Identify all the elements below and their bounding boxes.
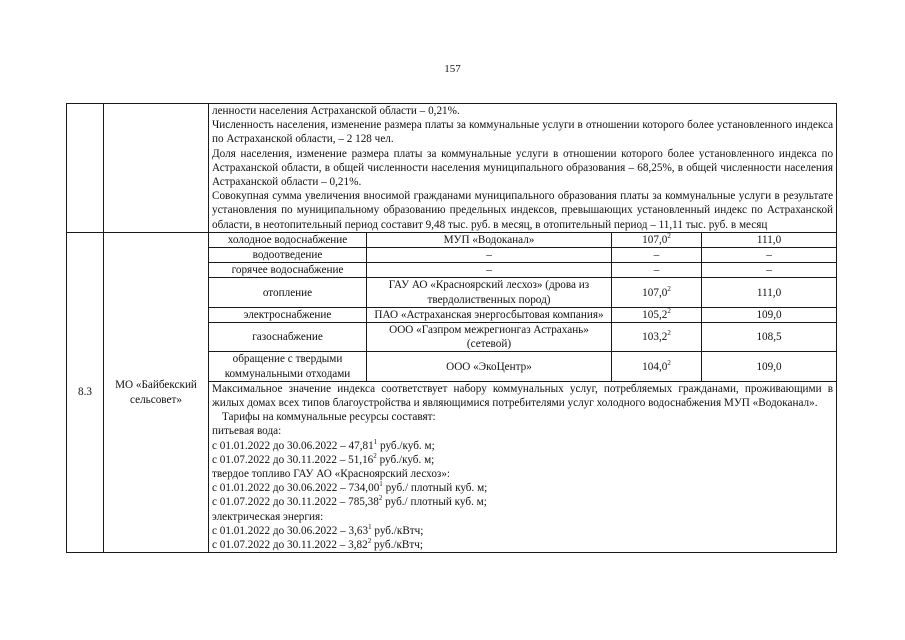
tariff-unit: руб./ плотный куб. м;	[382, 482, 488, 495]
index-value: 104,0	[642, 360, 668, 373]
tariff-footnote: 2	[367, 537, 372, 546]
index-value: 107,0	[642, 286, 668, 299]
index-table	[66, 103, 837, 553]
tariffs-heading: Тарифы на коммунальные ресурсы составят:	[222, 411, 436, 424]
tariff-line	[212, 439, 833, 453]
tariff-line	[212, 453, 833, 467]
tariff-unit: руб./куб. м;	[377, 439, 435, 452]
tariff-line	[212, 524, 833, 538]
tariff-footnote: 2	[373, 451, 377, 460]
tariff-text: с 01.07.2022 до 30.11.2022 – 785,38	[212, 496, 379, 509]
service-limit: –	[702, 248, 837, 263]
index-value: –	[653, 264, 660, 277]
index-value: 103,2	[642, 331, 668, 344]
tariff-text: с 01.07.2022 до 30.11.2022 – 51,16	[212, 453, 374, 466]
service-limit: 111,0	[702, 232, 837, 247]
service-provider: ГАУ АО «Красноярский лесхоз» (дрова из твердолиственных пород)	[367, 278, 612, 307]
index-value: 105,2	[642, 308, 668, 321]
continuation-row	[67, 104, 837, 233]
tariff-unit: руб./куб. м;	[376, 453, 435, 466]
tariff-unit: руб./ плотный куб. м;	[382, 496, 487, 509]
continuation-text-cell	[209, 104, 837, 233]
service-index	[612, 263, 702, 278]
tariff-text: с 01.01.2022 до 30.06.2022 – 734,00	[212, 482, 380, 495]
service-index	[612, 248, 702, 263]
service-provider: ООО «Газпром межрегионгаз Астрахань» (сетевой)	[367, 323, 612, 352]
index-value: 107,0	[642, 233, 668, 246]
service-index	[612, 323, 702, 352]
service-index	[612, 278, 702, 307]
tariff-unit: руб./кВтч;	[371, 524, 424, 537]
tariff-text: с 01.01.2022 до 30.06.2022 – 3,63	[212, 524, 369, 537]
service-provider: ООО «ЭкоЦентр»	[367, 352, 612, 381]
details-intro: Максимальное значение индекса соответствует набору коммунальных услуг, потребляемых гражданами, проживающими в жилых домах всех типов благоустройства и являющимися потребителями услуг холодного водоснабжения МУП «Водоканал».	[212, 382, 834, 410]
service-index	[612, 232, 702, 247]
service-provider: ПАО «Астраханская энергосбытовая компания»	[367, 307, 612, 322]
service-name: электроснабжение	[209, 307, 367, 322]
paragraph: ленности населения Астраханской области – 0,21%.	[212, 105, 460, 117]
tariff-text: с 01.07.2022 до 30.11.2022 – 3,82	[212, 539, 368, 552]
service-row	[67, 232, 837, 247]
index-footnote: 2	[667, 329, 671, 338]
service-name: холодное водоснабжение	[209, 232, 367, 247]
continuation-municipality-cell	[104, 104, 209, 233]
service-limit: –	[702, 263, 837, 278]
tariff-footnote: 2	[378, 494, 383, 503]
tariff-line	[212, 538, 833, 552]
tariff-footnote: 1	[379, 480, 383, 489]
service-name: газоснабжение	[209, 323, 367, 352]
index-footnote: 2	[667, 284, 671, 293]
index-value: –	[653, 249, 660, 262]
tariff-group-title: твердое топливо ГАУ АО «Красноярский лесхоз»:	[212, 468, 451, 481]
page-number: 157	[444, 63, 461, 75]
index-footnote: 2	[667, 306, 671, 315]
service-limit: 109,0	[702, 307, 837, 322]
service-limit: 109,0	[702, 352, 837, 381]
paragraph: Доля населения, изменение размера платы за коммунальные услуги в отношении которого более установленного индекса по Астраханской области, в общей численности населения муниципального образования – 68,25%, в общей численности населения Астраханской области – 0,21%.	[212, 147, 834, 189]
service-index	[612, 352, 702, 381]
paragraph: Совокупная сумма увеличения вносимой гражданами муниципального образования платы за коммунальные услуги в результате установления по муниципальному образованию предельных индексов, превышающих установленный индекс по Астраханской области, в неотопительный период составит 9,48 тыс. руб. в месяц, в отопительный период – 11,11 тыс. руб. в месяц	[212, 190, 834, 231]
service-provider: –	[367, 248, 612, 263]
continuation-number-cell	[67, 104, 104, 233]
service-name: обращение с твердыми коммунальными отходами	[209, 352, 367, 381]
service-provider: –	[367, 263, 612, 278]
index-footnote: 2	[667, 231, 671, 240]
tariff-unit: руб./кВтч;	[371, 539, 423, 552]
service-name: отопление	[209, 278, 367, 307]
paragraph: Численность населения, изменение размера платы за коммунальные услуги в отношении которого более установленного индекса по Астраханской области, – 2 128 чел.	[212, 119, 834, 146]
tariff-line	[212, 481, 833, 495]
tariff-text: с 01.01.2022 до 30.06.2022 – 47,81	[212, 439, 374, 452]
service-index	[612, 307, 702, 322]
tariff-footnote: 1	[373, 437, 378, 446]
service-name: горячее водоснабжение	[209, 263, 367, 278]
service-provider: МУП «Водоканал»	[367, 232, 612, 247]
details-cell	[209, 381, 837, 552]
tariff-line	[212, 495, 833, 509]
tariff-footnote: 1	[368, 522, 372, 531]
entry-number: 8.3	[67, 232, 104, 552]
service-limit: 108,5	[702, 323, 837, 352]
tariff-group-title: питьевая вода:	[212, 425, 282, 438]
tariff-group-title: электрическая энергия:	[212, 510, 324, 523]
municipality-name: МО «Байбекский сельсовет»	[104, 232, 209, 552]
service-name: водоотведение	[209, 248, 367, 263]
service-limit: 111,0	[702, 278, 837, 307]
index-footnote: 2	[667, 358, 671, 367]
